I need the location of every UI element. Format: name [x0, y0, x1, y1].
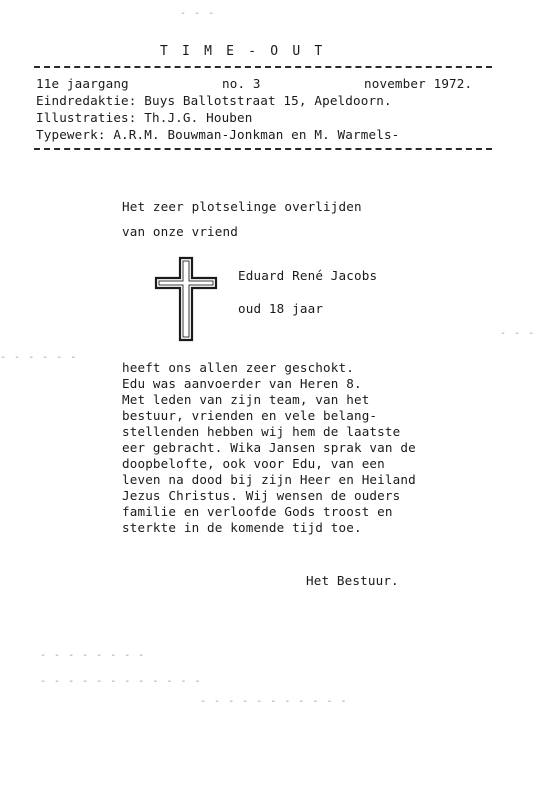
notice-body-line: stellenden hebben wij hem de laatste	[122, 424, 401, 439]
issue-number: no. 3	[222, 76, 261, 91]
issue-date: november 1972.	[364, 76, 473, 91]
notice-body-line: doopbelofte, ook voor Edu, van een	[122, 456, 385, 471]
notice-body-line: leven na dood bij zijn Heer en Heiland	[122, 472, 416, 487]
notice-body-line: Edu was aanvoerder van Heren 8.	[122, 376, 362, 391]
notice-intro-line: Het zeer plotselinge overlijden	[122, 199, 362, 214]
notice-body-line: eer gebracht. Wika Jansen sprak van de	[122, 440, 416, 455]
notice-body-line: familie en verloofde Gods troost en	[122, 504, 393, 519]
signature: Het Bestuur.	[306, 573, 399, 588]
show-through-mark: - - - - - - - - - - - -	[40, 676, 202, 687]
header-rule-top	[34, 66, 492, 68]
editorial-line: Eindredaktie: Buys Ballotstraat 15, Apeldoorn.	[36, 93, 392, 108]
illustrations-line: Illustraties: Th.J.G. Houben	[36, 110, 253, 125]
notice-body-line: heeft ons allen zeer geschokt.	[122, 360, 354, 375]
show-through-mark: - - -	[500, 328, 536, 339]
cross-icon	[150, 254, 222, 344]
show-through-mark: - - -	[180, 8, 216, 19]
notice-body-line: bestuur, vrienden en vele belang-	[122, 408, 378, 423]
typework-line: Typewerk: A.R.M. Bouwman-Jonkman en M. Warmels-	[36, 127, 400, 142]
deceased-age: oud 18 jaar	[238, 301, 324, 316]
header-rule-bottom	[34, 148, 492, 150]
volume-label: 11e jaargang	[36, 76, 129, 91]
show-through-mark: - - - - - - - -	[40, 650, 146, 661]
show-through-mark: - - - - - - - - - - -	[200, 696, 348, 707]
notice-body-line: sterkte in de komende tijd toe.	[122, 520, 362, 535]
notice-intro-line: van onze vriend	[122, 224, 238, 239]
masthead-title: T I M E - O U T	[160, 44, 326, 59]
notice-body-line: Met leden van zijn team, van het	[122, 392, 370, 407]
deceased-name: Eduard René Jacobs	[238, 268, 378, 283]
show-through-mark: - - - - - -	[0, 352, 78, 363]
notice-body-line: Jezus Christus. Wij wensen de ouders	[122, 488, 401, 503]
